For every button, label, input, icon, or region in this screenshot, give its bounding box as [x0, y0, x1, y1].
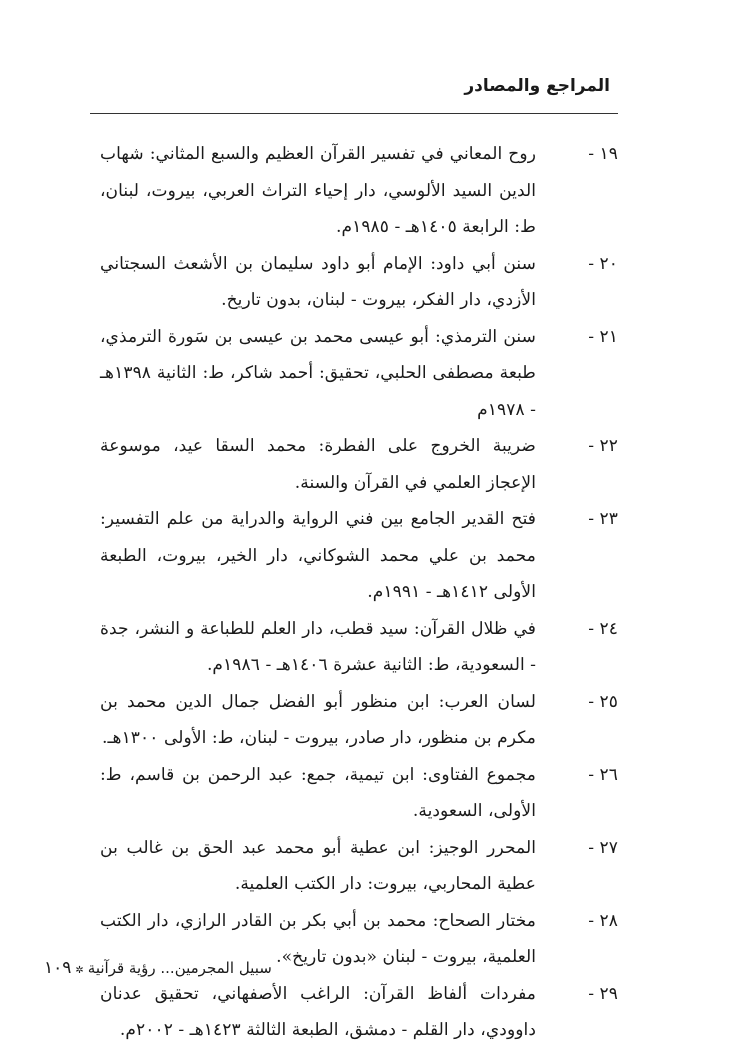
- reference-text: ضريبة الخروج على الفطرة: محمد السقا عيد، موسوعة الإعجاز العلمي في القرآن والسنة.: [100, 436, 536, 493]
- ornament-icon: ✲: [75, 965, 84, 976]
- header-rule: [90, 113, 618, 114]
- footer-book-title: سبيل المجرمين... رؤية قرآنية: [87, 959, 272, 977]
- reference-number: ٢٣ -: [588, 509, 618, 529]
- reference-number: ٢٧ -: [588, 837, 618, 858]
- reference-number: ٢٦ -: [588, 764, 618, 785]
- reference-item: [100, 501, 618, 611]
- reference-number: ٢٨ -: [588, 910, 618, 931]
- reference-item: [100, 428, 618, 501]
- reference-number: ٢٥ -: [588, 691, 618, 712]
- reference-item: [100, 830, 618, 903]
- reference-number: ٢٢ -: [588, 436, 618, 456]
- reference-text: مختار الصحاح: محمد بن أبي بكر بن القادر الرازي، دار الكتب العلمية، بيروت - لبنان «بدون تاريخ».: [100, 910, 536, 967]
- reference-text: لسان العرب: ابن منظور أبو الفضل جمال الدين محمد بن مكرم بن منظور، دار صادر، بيروت - لبنان، ط: الأولى ١٣٠٠هـ.: [100, 691, 536, 748]
- reference-item: [100, 684, 618, 757]
- reference-text: في ظلال القرآن: سيد قطب، دار العلم للطباعة و النشر، جدة - السعودية، ط: الثانية عشرة ١٤٠٦هـ - ١٩٨٦م.: [100, 618, 536, 675]
- reference-text: مجموع الفتاوى: ابن تيمية، جمع: عبد الرحمن بن قاسم، ط: الأولى، السعودية.: [100, 764, 536, 821]
- reference-number: ٢٤ -: [588, 618, 618, 639]
- reference-text: سنن أبي داود: الإمام أبو داود سليمان بن الأشعث السجتاني الأزدي، دار الفكر، بيروت - لبنان، بدون تاريخ.: [100, 253, 536, 310]
- reference-item: [100, 611, 618, 684]
- reference-text: مفردات ألفاظ القرآن: الراغب الأصفهاني، تحقيق عدنان داوودي، دار القلم - دمشق، الطبعة الثالثة ١٤٢٣هـ - ٢٠٠٢م.: [100, 983, 536, 1040]
- reference-text: فتح القدير الجامع بين فني الرواية والدراية من علم التفسير: محمد بن علي محمد الشوكاني، دار الخير، بيروت، الطبعة الأولى ١٤١٢هـ - ١٩٩١م.: [100, 509, 536, 602]
- reference-item: [100, 136, 618, 246]
- running-header: المراجع والمصادر: [464, 76, 610, 96]
- reference-number: ١٩ -: [588, 144, 618, 164]
- reference-number: ٢١ -: [588, 326, 618, 347]
- reference-list: [100, 136, 618, 1049]
- reference-item: [100, 757, 618, 830]
- reference-number: ٢٠ -: [588, 253, 618, 274]
- reference-item: [100, 246, 618, 319]
- page-number: ١٠٩: [44, 958, 72, 978]
- reference-text: المحرر الوجيز: ابن عطية أبو محمد عبد الحق بن غالب بن عطية المحاربي، بيروت: دار الكتب العلمية.: [100, 837, 536, 894]
- reference-text: روح المعاني في تفسير القرآن العظيم والسبع المثاني: شهاب الدين السيد الألوسي، دار إحياء التراث العربي، بيروت، لبنان، ط: الرابعة ١٤٠٥هـ - ١٩٨٥م.: [100, 144, 536, 237]
- reference-number: ٢٩ -: [588, 983, 618, 1004]
- running-footer: [40, 958, 272, 978]
- reference-item: [100, 319, 618, 429]
- reference-text: سنن الترمذي: أبو عيسى محمد بن عيسى بن سَورة الترمذي، طبعة مصطفى الحلبي، تحقيق: أحمد شاكر، ط: الثانية ١٣٩٨هـ - ١٩٧٨م: [100, 326, 536, 420]
